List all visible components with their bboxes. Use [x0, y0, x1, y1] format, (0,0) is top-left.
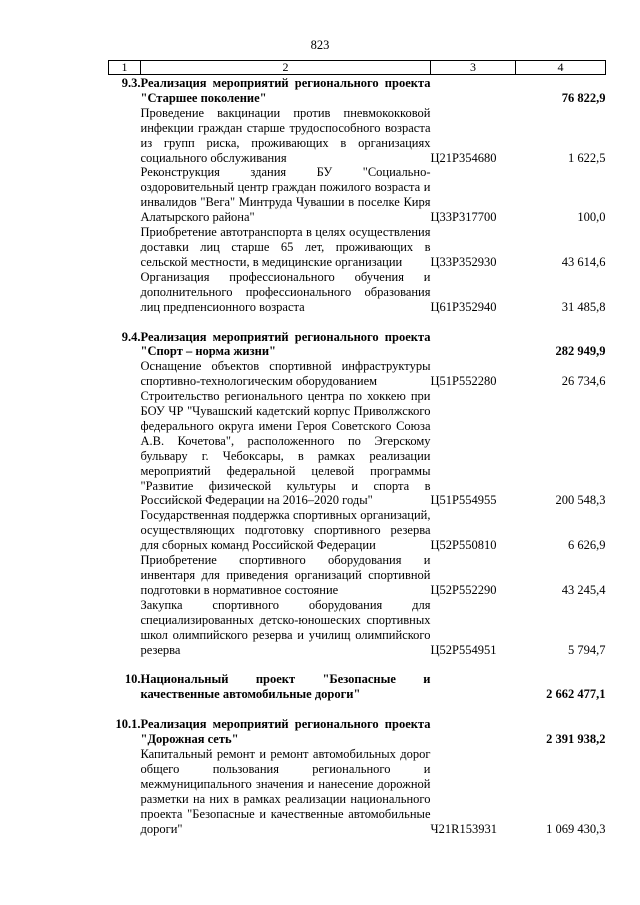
item-code: Ц61Р352940: [430, 299, 497, 314]
page-number: 823: [310, 38, 330, 52]
row-number: 10.: [124, 672, 141, 687]
row-number: 10.1.: [115, 717, 141, 732]
item-amount: 43 614,6: [561, 254, 606, 269]
table-row-section: [109, 75, 606, 106]
item-amount: 31 485,8: [561, 299, 606, 314]
item-amount: 26 734,6: [561, 374, 606, 389]
item-code: Ч21R153931: [430, 821, 497, 836]
table-row: [109, 270, 606, 315]
item-code: Ц33Р317700: [430, 210, 497, 225]
item-amount: 5 794,7: [568, 642, 606, 657]
item-description: Строительство регионального центра по хоккею при БОУ ЧР "Чувашский кадетский корпус Приволжского федерального округа имени Героя Советского Союза А.В. Кочетова", расположенного по Эгерскому бульвару г. Чебоксары, в рамках реализации мероприятий федеральной целевой программы "Развитие физической культуры и спорта в Российской Федерации на 2016–2020 годы": [140, 389, 431, 508]
item-description: Проведение вакцинации против пневмококковой инфекции граждан старше трудоспособного возраста из групп риска, проживающих в организациях социального обслуживания: [140, 105, 431, 165]
item-description: Приобретение автотранспорта в целях осуществления доставки лиц старше 65 лет, проживающих в сельской местности, в медицинские организации: [140, 225, 431, 269]
section-amount: 282 949,9: [555, 344, 606, 359]
item-amount: 1 069 430,3: [546, 821, 606, 836]
item-description: Реконструкция здания БУ "Социально-оздоровительный центр граждан пожилого возраста и инвалидов "Вега" Минтруда Чувашии в поселке Киря Алатырского района": [140, 165, 431, 225]
table-row-section: [109, 671, 606, 702]
table-row: [109, 225, 606, 270]
item-code: Ц52Р550810: [430, 538, 497, 553]
item-code: Ц51Р552280: [430, 374, 497, 389]
item-amount: 1 622,5: [568, 150, 606, 165]
item-description: Организация профессионального обучения и дополнительного профессионального образования лиц предпенсионного возраста: [140, 269, 431, 314]
section-title: Реализация мероприятий регионального проекта "Старшее поколение": [140, 76, 431, 105]
section-title: Национальный проект "Безопасные и качественные автомобильные дороги": [140, 672, 431, 702]
table-row: [109, 508, 606, 553]
section-amount: 2 391 938,2: [546, 732, 606, 747]
item-description: Государственная поддержка спортивных организаций, осуществляющих подготовку спортивного резерва для сборных команд Российской Федерации: [140, 508, 431, 553]
section-title: Реализация мероприятий регионального проекта "Спорт – норма жизни": [140, 329, 431, 359]
section-title: Реализация мероприятий регионального проекта "Дорожная сеть": [140, 717, 431, 747]
item-description: Оснащение объектов спортивной инфраструктуры спортивно-технологическим оборудованием: [140, 359, 431, 389]
section-amount: 76 822,9: [561, 90, 606, 105]
item-amount: 43 245,4: [561, 582, 606, 597]
item-code: Ц52Р552290: [430, 582, 497, 597]
item-amount: 100,0: [577, 210, 606, 225]
item-code: Ц51Р554955: [430, 493, 497, 508]
header-col-2: 2: [141, 61, 431, 75]
table-row: [109, 389, 606, 508]
section-amount: 2 662 477,1: [546, 687, 606, 702]
item-amount: 200 548,3: [555, 493, 606, 508]
item-code: Ц21Р354680: [430, 150, 497, 165]
table-row-section: [109, 716, 606, 747]
item-description: Приобретение спортивного оборудования и инвентаря для приведения организаций спортивной подготовки в нормативное состояние: [140, 553, 431, 597]
item-amount: 6 626,9: [568, 538, 606, 553]
header-col-3: 3: [431, 61, 516, 75]
table-row: [109, 165, 606, 225]
row-number: 9.4.: [121, 329, 141, 344]
header-col-1: 1: [109, 61, 141, 75]
table-row: [109, 747, 606, 836]
item-description: Закупка спортивного оборудования для специализированных детско-юношеских спортивных школ олимпийского резерва и училищ олимпийского резерва: [140, 597, 431, 657]
table-row-section: [109, 329, 606, 360]
item-description: Капитальный ремонт и ремонт автомобильных дорог общего пользования регионального и межмуниципального значения и нанесение дорожной разметки на них в рамках реализации национального проекта "Безопасные и качественные автомобильные дороги": [140, 747, 431, 836]
budget-table: [108, 60, 606, 837]
table-row: [109, 359, 606, 389]
item-code: Ц33Р352930: [430, 254, 497, 269]
table-header: [109, 61, 606, 75]
row-number: 9.3.: [121, 76, 141, 90]
table-row: [109, 553, 606, 598]
table-row: [109, 106, 606, 166]
table-row: [109, 598, 606, 658]
item-code: Ц52Р554951: [430, 642, 497, 657]
header-col-4: 4: [516, 61, 606, 75]
